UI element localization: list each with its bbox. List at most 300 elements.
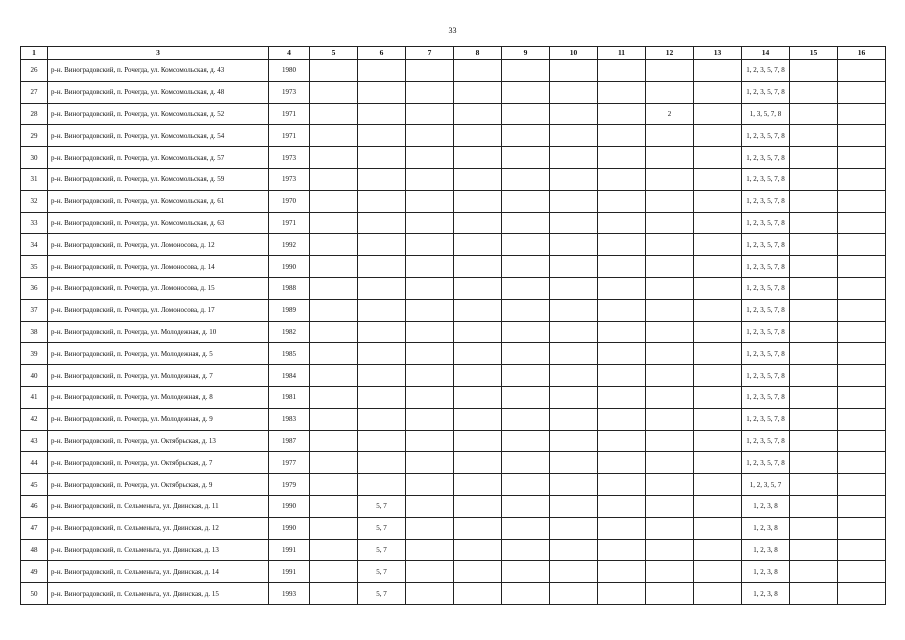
empty-cell: [502, 81, 550, 103]
empty-cell: [838, 539, 886, 561]
table-row: [21, 277, 886, 299]
column-14-cell: 1, 2, 3, 5, 7, 8: [742, 321, 790, 343]
empty-cell: [502, 495, 550, 517]
year-cell: 1980: [269, 60, 310, 82]
empty-cell: [454, 299, 502, 321]
column-6-cell: [358, 365, 406, 387]
column-header: 4: [269, 47, 310, 60]
empty-cell: [310, 321, 358, 343]
column-header: 14: [742, 47, 790, 60]
column-14-cell: 1, 2, 3, 5, 7, 8: [742, 81, 790, 103]
column-14-cell: 1, 2, 3, 5, 7, 8: [742, 234, 790, 256]
empty-cell: [406, 583, 454, 605]
column-14-cell: 1, 2, 3, 5, 7, 8: [742, 386, 790, 408]
address-cell: р-н. Виноградовский, п. Рочегда, ул. Молодежная, д. 5: [48, 343, 269, 365]
empty-cell: [598, 539, 646, 561]
column-6-cell: [358, 125, 406, 147]
empty-cell: [598, 212, 646, 234]
empty-cell: [502, 190, 550, 212]
empty-cell: [550, 408, 598, 430]
empty-cell: [790, 474, 838, 496]
column-12-cell: [646, 539, 694, 561]
table-row: [21, 234, 886, 256]
empty-cell: [454, 103, 502, 125]
empty-cell: [790, 168, 838, 190]
empty-cell: [454, 234, 502, 256]
empty-cell: [550, 277, 598, 299]
empty-cell: [310, 343, 358, 365]
column-14-cell: 1, 2, 3, 5, 7, 8: [742, 277, 790, 299]
empty-cell: [838, 277, 886, 299]
column-12-cell: [646, 190, 694, 212]
column-14-cell: 1, 2, 3, 8: [742, 517, 790, 539]
empty-cell: [310, 386, 358, 408]
empty-cell: [598, 343, 646, 365]
empty-cell: [454, 168, 502, 190]
empty-cell: [454, 386, 502, 408]
empty-cell: [502, 212, 550, 234]
address-cell: р-н. Виноградовский, п. Рочегда, ул. Комсомольская, д. 63: [48, 212, 269, 234]
row-number-cell: 39: [21, 343, 48, 365]
empty-cell: [598, 583, 646, 605]
empty-cell: [838, 190, 886, 212]
empty-cell: [790, 256, 838, 278]
empty-cell: [598, 103, 646, 125]
empty-cell: [694, 474, 742, 496]
empty-cell: [550, 365, 598, 387]
empty-cell: [790, 277, 838, 299]
empty-cell: [310, 81, 358, 103]
empty-cell: [502, 583, 550, 605]
empty-cell: [790, 343, 838, 365]
empty-cell: [598, 561, 646, 583]
column-6-cell: [358, 60, 406, 82]
column-12-cell: [646, 212, 694, 234]
empty-cell: [838, 103, 886, 125]
address-cell: р-н. Виноградовский, п. Рочегда, ул. Молодежная, д. 8: [48, 386, 269, 408]
row-number-cell: 45: [21, 474, 48, 496]
column-12-cell: [646, 299, 694, 321]
column-header: 1: [21, 47, 48, 60]
column-12-cell: [646, 365, 694, 387]
row-number-cell: 32: [21, 190, 48, 212]
empty-cell: [310, 561, 358, 583]
column-header: 16: [838, 47, 886, 60]
empty-cell: [598, 517, 646, 539]
empty-cell: [310, 234, 358, 256]
year-cell: 1973: [269, 147, 310, 169]
empty-cell: [550, 168, 598, 190]
table-row: [21, 168, 886, 190]
empty-cell: [454, 60, 502, 82]
empty-cell: [598, 277, 646, 299]
column-6-cell: [358, 452, 406, 474]
column-14-cell: 1, 2, 3, 5, 7, 8: [742, 125, 790, 147]
year-cell: 1990: [269, 517, 310, 539]
empty-cell: [310, 517, 358, 539]
column-14-cell: 1, 2, 3, 5, 7, 8: [742, 60, 790, 82]
row-number-cell: 33: [21, 212, 48, 234]
empty-cell: [550, 474, 598, 496]
empty-cell: [790, 517, 838, 539]
column-12-cell: 2: [646, 103, 694, 125]
empty-cell: [694, 125, 742, 147]
year-cell: 1973: [269, 168, 310, 190]
column-header: 12: [646, 47, 694, 60]
empty-cell: [790, 190, 838, 212]
empty-cell: [550, 103, 598, 125]
year-cell: 1990: [269, 256, 310, 278]
empty-cell: [838, 168, 886, 190]
empty-cell: [838, 517, 886, 539]
empty-cell: [454, 190, 502, 212]
empty-cell: [454, 495, 502, 517]
empty-cell: [790, 539, 838, 561]
empty-cell: [550, 430, 598, 452]
empty-cell: [550, 256, 598, 278]
row-number-cell: 47: [21, 517, 48, 539]
empty-cell: [550, 452, 598, 474]
column-6-cell: [358, 343, 406, 365]
empty-cell: [598, 168, 646, 190]
empty-cell: [838, 452, 886, 474]
address-cell: р-н. Виноградовский, п. Рочегда, ул. Комсомольская, д. 54: [48, 125, 269, 147]
year-cell: 1970: [269, 190, 310, 212]
empty-cell: [790, 561, 838, 583]
table-row: [21, 212, 886, 234]
empty-cell: [454, 517, 502, 539]
table-row: [21, 256, 886, 278]
empty-cell: [838, 147, 886, 169]
column-14-cell: 1, 2, 3, 5, 7, 8: [742, 212, 790, 234]
table-row: [21, 321, 886, 343]
column-header: 15: [790, 47, 838, 60]
empty-cell: [790, 147, 838, 169]
empty-cell: [550, 190, 598, 212]
empty-cell: [790, 299, 838, 321]
empty-cell: [550, 539, 598, 561]
empty-cell: [454, 125, 502, 147]
column-14-cell: 1, 2, 3, 5, 7, 8: [742, 147, 790, 169]
column-header: 9: [502, 47, 550, 60]
empty-cell: [502, 168, 550, 190]
empty-cell: [406, 147, 454, 169]
empty-cell: [550, 583, 598, 605]
empty-cell: [502, 277, 550, 299]
column-14-cell: 1, 2, 3, 5, 7, 8: [742, 256, 790, 278]
empty-cell: [310, 430, 358, 452]
column-6-cell: [358, 474, 406, 496]
empty-cell: [454, 212, 502, 234]
empty-cell: [454, 277, 502, 299]
year-cell: 1991: [269, 561, 310, 583]
year-cell: 1971: [269, 212, 310, 234]
table-row: [21, 81, 886, 103]
column-14-cell: 1, 2, 3, 5, 7, 8: [742, 452, 790, 474]
empty-cell: [694, 517, 742, 539]
empty-cell: [502, 365, 550, 387]
empty-cell: [598, 365, 646, 387]
empty-cell: [838, 81, 886, 103]
empty-cell: [550, 386, 598, 408]
empty-cell: [454, 561, 502, 583]
address-cell: р-н. Виноградовский, п. Сельменьга, ул. Двинская, д. 15: [48, 583, 269, 605]
column-12-cell: [646, 343, 694, 365]
column-12-cell: [646, 60, 694, 82]
year-cell: 1988: [269, 277, 310, 299]
column-6-cell: [358, 321, 406, 343]
column-12-cell: [646, 583, 694, 605]
empty-cell: [598, 408, 646, 430]
empty-cell: [502, 452, 550, 474]
empty-cell: [550, 234, 598, 256]
empty-cell: [550, 561, 598, 583]
empty-cell: [502, 234, 550, 256]
column-6-cell: [358, 256, 406, 278]
column-14-cell: 1, 2, 3, 5, 7, 8: [742, 343, 790, 365]
empty-cell: [454, 452, 502, 474]
column-6-cell: 5, 7: [358, 583, 406, 605]
empty-cell: [694, 430, 742, 452]
empty-cell: [502, 474, 550, 496]
table-row: [21, 430, 886, 452]
row-number-cell: 49: [21, 561, 48, 583]
empty-cell: [694, 234, 742, 256]
column-header: 6: [358, 47, 406, 60]
empty-cell: [406, 539, 454, 561]
column-12-cell: [646, 81, 694, 103]
row-number-cell: 43: [21, 430, 48, 452]
housing-table: [20, 46, 886, 605]
row-number-cell: 48: [21, 539, 48, 561]
empty-cell: [790, 430, 838, 452]
row-number-cell: 38: [21, 321, 48, 343]
empty-cell: [790, 125, 838, 147]
column-12-cell: [646, 517, 694, 539]
year-cell: 1977: [269, 452, 310, 474]
empty-cell: [502, 147, 550, 169]
address-cell: р-н. Виноградовский, п. Сельменьга, ул. Двинская, д. 12: [48, 517, 269, 539]
address-cell: р-н. Виноградовский, п. Рочегда, ул. Ломоносова, д. 17: [48, 299, 269, 321]
empty-cell: [790, 365, 838, 387]
address-cell: р-н. Виноградовский, п. Рочегда, ул. Октябрьская, д. 13: [48, 430, 269, 452]
column-header: 5: [310, 47, 358, 60]
table-row: [21, 190, 886, 212]
empty-cell: [550, 147, 598, 169]
empty-cell: [694, 168, 742, 190]
empty-cell: [550, 81, 598, 103]
empty-cell: [310, 299, 358, 321]
address-cell: р-н. Виноградовский, п. Рочегда, ул. Комсомольская, д. 59: [48, 168, 269, 190]
table-row: [21, 517, 886, 539]
year-cell: 1981: [269, 386, 310, 408]
table-row: [21, 583, 886, 605]
year-cell: 1983: [269, 408, 310, 430]
row-number-cell: 44: [21, 452, 48, 474]
address-cell: р-н. Виноградовский, п. Рочегда, ул. Комсомольская, д. 48: [48, 81, 269, 103]
address-cell: р-н. Виноградовский, п. Рочегда, ул. Комсомольская, д. 52: [48, 103, 269, 125]
empty-cell: [598, 147, 646, 169]
header-row: [21, 47, 886, 60]
table-row: [21, 125, 886, 147]
empty-cell: [502, 60, 550, 82]
empty-cell: [406, 125, 454, 147]
column-12-cell: [646, 495, 694, 517]
year-cell: 1991: [269, 539, 310, 561]
row-number-cell: 41: [21, 386, 48, 408]
empty-cell: [838, 343, 886, 365]
empty-cell: [502, 408, 550, 430]
empty-cell: [550, 321, 598, 343]
column-header: 13: [694, 47, 742, 60]
empty-cell: [790, 81, 838, 103]
empty-cell: [598, 495, 646, 517]
column-12-cell: [646, 256, 694, 278]
empty-cell: [598, 430, 646, 452]
column-6-cell: [358, 81, 406, 103]
empty-cell: [694, 539, 742, 561]
empty-cell: [694, 321, 742, 343]
empty-cell: [406, 365, 454, 387]
empty-cell: [502, 430, 550, 452]
empty-cell: [694, 365, 742, 387]
empty-cell: [310, 256, 358, 278]
column-6-cell: 5, 7: [358, 561, 406, 583]
empty-cell: [550, 60, 598, 82]
row-number-cell: 31: [21, 168, 48, 190]
row-number-cell: 27: [21, 81, 48, 103]
empty-cell: [694, 561, 742, 583]
empty-cell: [502, 299, 550, 321]
empty-cell: [598, 299, 646, 321]
column-6-cell: [358, 277, 406, 299]
empty-cell: [694, 212, 742, 234]
empty-cell: [406, 430, 454, 452]
row-number-cell: 36: [21, 277, 48, 299]
empty-cell: [838, 299, 886, 321]
column-12-cell: [646, 277, 694, 299]
empty-cell: [838, 430, 886, 452]
year-cell: 1992: [269, 234, 310, 256]
table-body: [21, 60, 886, 605]
empty-cell: [502, 103, 550, 125]
empty-cell: [454, 343, 502, 365]
empty-cell: [790, 321, 838, 343]
column-6-cell: [358, 168, 406, 190]
empty-cell: [502, 321, 550, 343]
empty-cell: [550, 125, 598, 147]
column-6-cell: 5, 7: [358, 539, 406, 561]
table-row: [21, 408, 886, 430]
column-14-cell: 1, 2, 3, 5, 7, 8: [742, 408, 790, 430]
empty-cell: [502, 256, 550, 278]
empty-cell: [694, 256, 742, 278]
empty-cell: [454, 583, 502, 605]
empty-cell: [454, 147, 502, 169]
address-cell: р-н. Виноградовский, п. Сельменьга, ул. Двинская, д. 13: [48, 539, 269, 561]
empty-cell: [598, 386, 646, 408]
empty-cell: [310, 365, 358, 387]
empty-cell: [838, 365, 886, 387]
address-cell: р-н. Виноградовский, п. Рочегда, ул. Комсомольская, д. 61: [48, 190, 269, 212]
address-cell: р-н. Виноградовский, п. Рочегда, ул. Октябрьская, д. 7: [48, 452, 269, 474]
column-header: 10: [550, 47, 598, 60]
table-row: [21, 474, 886, 496]
table-row: [21, 561, 886, 583]
empty-cell: [694, 60, 742, 82]
empty-cell: [694, 103, 742, 125]
empty-cell: [502, 539, 550, 561]
empty-cell: [406, 256, 454, 278]
empty-cell: [790, 495, 838, 517]
empty-cell: [694, 386, 742, 408]
empty-cell: [406, 60, 454, 82]
row-number-cell: 46: [21, 495, 48, 517]
empty-cell: [694, 190, 742, 212]
empty-cell: [454, 365, 502, 387]
empty-cell: [550, 299, 598, 321]
empty-cell: [694, 277, 742, 299]
column-14-cell: 1, 2, 3, 5, 7, 8: [742, 190, 790, 212]
empty-cell: [598, 256, 646, 278]
column-6-cell: [358, 408, 406, 430]
empty-cell: [310, 190, 358, 212]
empty-cell: [310, 147, 358, 169]
year-cell: 1971: [269, 125, 310, 147]
row-number-cell: 35: [21, 256, 48, 278]
empty-cell: [694, 147, 742, 169]
column-14-cell: 1, 2, 3, 5, 7, 8: [742, 430, 790, 452]
empty-cell: [550, 495, 598, 517]
empty-cell: [310, 583, 358, 605]
column-6-cell: 5, 7: [358, 517, 406, 539]
year-cell: 1985: [269, 343, 310, 365]
row-number-cell: 26: [21, 60, 48, 82]
empty-cell: [790, 234, 838, 256]
empty-cell: [310, 474, 358, 496]
row-number-cell: 30: [21, 147, 48, 169]
empty-cell: [406, 495, 454, 517]
table-row: [21, 299, 886, 321]
empty-cell: [550, 517, 598, 539]
row-number-cell: 40: [21, 365, 48, 387]
empty-cell: [406, 299, 454, 321]
column-14-cell: 1, 3, 5, 7, 8: [742, 103, 790, 125]
empty-cell: [406, 386, 454, 408]
column-12-cell: [646, 474, 694, 496]
table-row: [21, 495, 886, 517]
row-number-cell: 42: [21, 408, 48, 430]
empty-cell: [838, 234, 886, 256]
table-row: [21, 147, 886, 169]
empty-cell: [838, 561, 886, 583]
empty-cell: [790, 103, 838, 125]
empty-cell: [694, 343, 742, 365]
empty-cell: [790, 60, 838, 82]
empty-cell: [694, 452, 742, 474]
column-12-cell: [646, 168, 694, 190]
empty-cell: [838, 125, 886, 147]
column-14-cell: 1, 2, 3, 5, 7, 8: [742, 299, 790, 321]
empty-cell: [598, 474, 646, 496]
address-cell: р-н. Виноградовский, п. Рочегда, ул. Ломоносова, д. 12: [48, 234, 269, 256]
row-number-cell: 29: [21, 125, 48, 147]
empty-cell: [838, 583, 886, 605]
empty-cell: [310, 125, 358, 147]
empty-cell: [310, 495, 358, 517]
empty-cell: [598, 190, 646, 212]
column-12-cell: [646, 147, 694, 169]
